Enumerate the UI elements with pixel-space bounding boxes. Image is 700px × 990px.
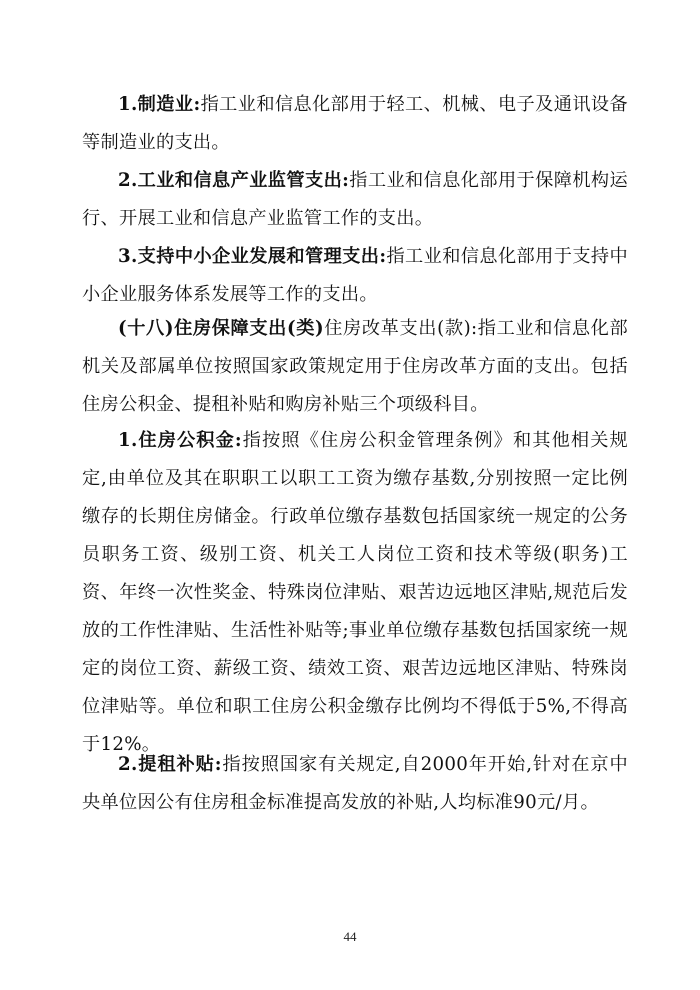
paragraph-heading: (十八)住房保障支出(类) <box>118 318 324 339</box>
paragraph-body: 指工业和信息化部用于支持中小企业服务体系发展等工作的支出。 <box>82 246 628 305</box>
paragraph-housing-fund <box>82 422 628 764</box>
paragraph-heading: 2.提租补贴: <box>118 754 222 775</box>
paragraph-housing-security <box>82 310 628 424</box>
page-number: 44 <box>343 929 357 944</box>
paragraph-manufacturing <box>82 86 628 162</box>
paragraph-industry-supervision <box>82 162 628 238</box>
paragraph-body: 指按照《住房公积金管理条例》和其他相关规定,由单位及其在职职工以职工工资为缴存基数,分别按照一定比例缴存的长期住房储金。行政单位缴存基数包括国家统一规定的公务员职务工资、级别工资、机关工人岗位工资和技术等级(职务)工资、年终一次性奖金、特殊岗位津贴、艰苦边远地区津贴,规范后发放的工作性津贴、生活性补贴等;事业单位缴存基数包括国家统一规定的岗位工资、薪级工资、绩效工资、艰苦边远地区津贴、特殊岗位津贴等。单位和职工住房公积金缴存比例均不得低于5%,不得高于12%。 <box>82 430 628 755</box>
paragraph-rent-subsidy <box>82 746 628 822</box>
paragraph-heading: 1.住房公积金: <box>118 430 242 451</box>
paragraph-body: 指工业和信息化部用于轻工、机械、电子及通讯设备等制造业的支出。 <box>82 94 628 153</box>
paragraph-body: 住房改革支出(款):指工业和信息化部机关及部属单位按照国家政策规定用于住房改革方面的支出。包括住房公积金、提租补贴和购房补贴三个项级科目。 <box>82 318 628 415</box>
paragraph-body: 指按照国家有关规定,自2000年开始,针对在京中央单位因公有住房租金标准提高发放的补贴,人均标准90元/月。 <box>82 754 628 813</box>
paragraph-sme-support <box>82 238 628 314</box>
paragraph-heading: 1.制造业: <box>118 94 201 115</box>
paragraph-body: 指工业和信息化部用于保障机构运行、开展工业和信息产业监管工作的支出。 <box>82 170 628 229</box>
paragraph-heading: 3.支持中小企业发展和管理支出: <box>118 246 387 267</box>
paragraph-heading: 2.工业和信息产业监管支出: <box>118 170 350 191</box>
